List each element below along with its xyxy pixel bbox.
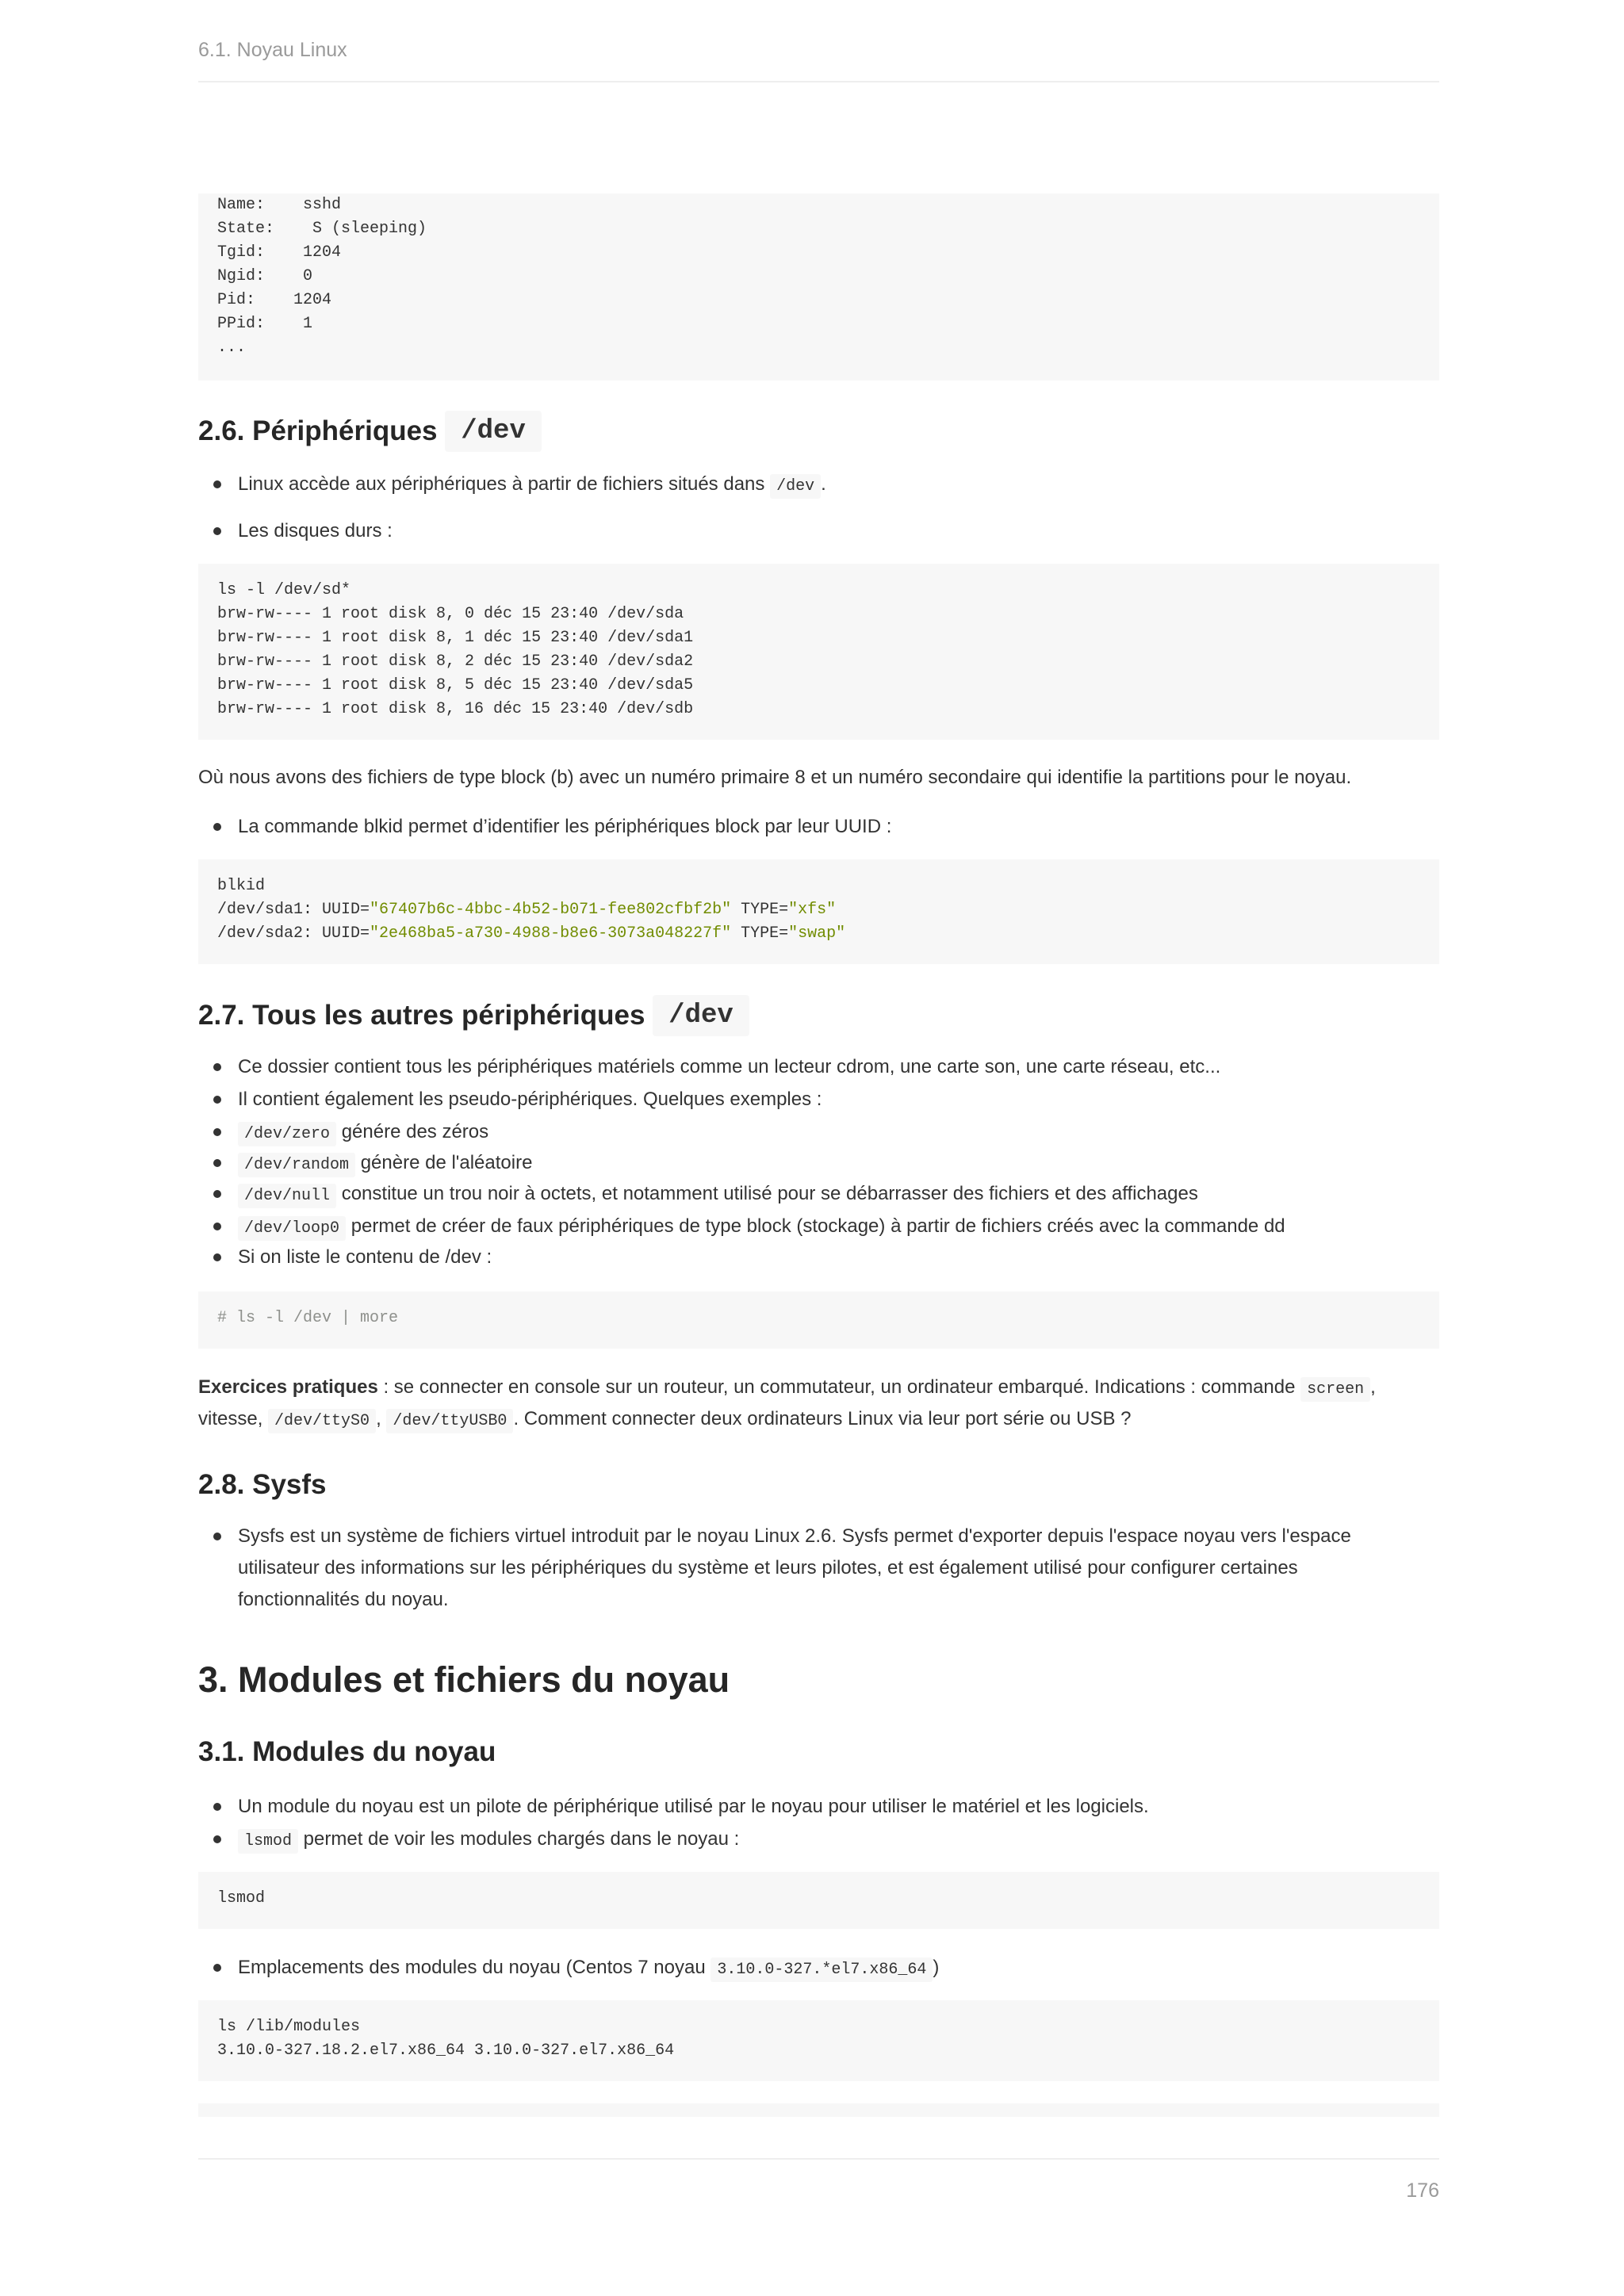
code-line: brw-rw---- 1 root disk 8, 16 déc 15 23:40 /dev/sdb — [217, 700, 694, 718]
bullet-icon — [213, 1223, 221, 1230]
code-comment: # ls -l /dev | more — [217, 1309, 399, 1327]
list-item — [198, 1791, 1439, 1823]
text-run: ) — [933, 1957, 940, 1978]
list-item — [198, 1242, 1439, 1273]
text-run: fonctionnalités du noyau. — [238, 1589, 449, 1610]
text-run: génère de l'aléatoire — [355, 1152, 533, 1173]
text-line — [238, 1147, 1439, 1179]
code-block-blkid — [198, 859, 1439, 964]
inline-code: /dev/loop0 — [238, 1216, 346, 1241]
code-line: lsmod — [217, 1889, 266, 1908]
bullet-icon — [213, 1533, 221, 1540]
inline-code: /dev/null — [238, 1184, 336, 1208]
text-run: Ce dossier contient tous les périphériques matériels comme un lecteur cdrom, une carte son, une carte réseau, etc... — [238, 1056, 1221, 1077]
text-run: Où nous avons des fichiers de type block (b) avec un numéro primaire 8 et un numéro secondaire qui identifie la partitions pour le noyau. — [198, 767, 1352, 788]
text-line — [198, 1372, 1439, 1403]
code-line: Tgid: 1204 — [217, 243, 342, 262]
text-line — [238, 811, 1439, 843]
text-run: : se connecter en console sur un routeur, un commutateur, un ordinateur embarqué. Indications : commande — [377, 1376, 1301, 1398]
text-run: 2.8. Sysfs — [198, 1469, 327, 1500]
code-text: TYPE= — [731, 924, 789, 943]
code-block-lib-modules — [198, 2000, 1439, 2081]
list-item — [198, 1147, 1439, 1179]
code-line: PPid: 1 — [217, 315, 313, 333]
bullet-icon — [213, 1803, 221, 1811]
code-line: ls /lib/modules — [217, 2018, 361, 2036]
text-run: constitue un trou noir à octets, et notamment utilisé pour se débarrasser des fichiers et des affichages — [336, 1183, 1198, 1204]
inline-code: screen — [1300, 1377, 1370, 1402]
bullet-icon — [213, 823, 221, 831]
bullet-icon — [213, 1096, 221, 1104]
text-run: Emplacements des modules du noyau (Centos 7 noyau — [238, 1957, 711, 1978]
list-item — [198, 469, 1439, 500]
text-run: permet de voir les modules chargés dans le noyau : — [298, 1828, 740, 1850]
code-string: "67407b6c-4bbc-4b52-b071-fee802cfbf2b" — [370, 901, 732, 919]
section-heading-2-8 — [198, 1464, 1439, 1506]
page-number: 176 — [1406, 2179, 1439, 2202]
code-block-continued — [198, 2103, 1439, 2117]
text-line — [238, 515, 1439, 547]
text-line — [238, 1051, 1439, 1083]
bullet-icon — [213, 1964, 221, 1972]
text-line — [238, 1791, 1439, 1823]
bullet-icon — [213, 527, 221, 535]
text-run: génére des zéros — [336, 1121, 489, 1142]
header-divider — [198, 81, 1439, 82]
text-line — [238, 1521, 1439, 1552]
bullet-icon — [213, 1128, 221, 1136]
inline-code: /dev — [445, 411, 542, 452]
inline-code: /dev/random — [238, 1153, 355, 1177]
code-block-proc-status — [198, 193, 1439, 381]
text-line — [238, 1211, 1439, 1242]
section-heading-2-7 — [198, 995, 1439, 1036]
inline-code: /dev/ttyUSB0 — [386, 1409, 513, 1433]
paragraph — [198, 762, 1439, 794]
code-line: Pid: 1204 — [217, 291, 332, 309]
text-line — [238, 469, 1439, 500]
section-heading-3-1 — [198, 1732, 1439, 1773]
footer-divider — [198, 2158, 1439, 2160]
text-line — [238, 1952, 1439, 1984]
code-line: brw-rw---- 1 root disk 8, 5 déc 15 23:40 /dev/sda5 — [217, 676, 694, 695]
text-run: Un module du noyau est un pilote de périphérique utilisé par le noyau pour utiliser le matériel et les logiciels. — [238, 1796, 1149, 1817]
code-line — [217, 898, 1420, 922]
text-run: vitesse, — [198, 1408, 269, 1429]
text-run: 2.7. Tous les autres périphériques — [198, 1000, 653, 1031]
text-line — [238, 1084, 1439, 1115]
exercise-paragraph — [198, 1372, 1439, 1435]
text-line — [238, 1584, 1439, 1616]
inline-code: /dev/zero — [238, 1122, 336, 1146]
bullet-icon — [213, 1253, 221, 1261]
code-line: State: S (sleeping) — [217, 220, 427, 238]
text-run: . — [821, 473, 826, 495]
code-line: brw-rw---- 1 root disk 8, 0 déc 15 23:40 /dev/sda — [217, 605, 684, 623]
code-block-ls-dev-sd — [198, 564, 1439, 740]
bullet-icon — [213, 1190, 221, 1198]
inline-code: 3.10.0-327.*el7.x86_64 — [710, 1957, 933, 1982]
code-line: Name: sshd — [217, 196, 342, 214]
text-run: 2.6. Périphériques — [198, 415, 446, 446]
bullet-icon — [213, 1835, 221, 1843]
bullet-icon — [213, 1159, 221, 1167]
text-line — [238, 1823, 1439, 1855]
code-string: "xfs" — [788, 901, 837, 919]
list-item — [198, 1952, 1439, 1984]
code-line: ... — [217, 339, 247, 357]
code-line — [217, 922, 1420, 946]
code-line: Ngid: 0 — [217, 267, 313, 285]
text-line — [198, 1403, 1439, 1435]
code-text: /dev/sda1: UUID= — [217, 901, 370, 919]
code-line: 3.10.0-327.18.2.el7.x86_64 3.10.0-327.el7.x86_64 — [217, 2042, 675, 2060]
list-item — [198, 1521, 1439, 1616]
text-run: Si on liste le contenu de /dev : — [238, 1246, 492, 1268]
running-header-title: 6.1. Noyau Linux — [198, 39, 347, 61]
code-line: blkid — [217, 877, 266, 895]
chapter-heading-3 — [198, 1656, 1439, 1704]
list-item — [198, 1178, 1439, 1210]
code-block-ls-dev-more — [198, 1292, 1439, 1349]
section-heading-2-6 — [198, 411, 1439, 452]
inline-code: lsmod — [238, 1829, 298, 1854]
bullet-icon — [213, 480, 221, 488]
text-line — [238, 1116, 1439, 1148]
text-line — [238, 1552, 1439, 1584]
text-run: La commande blkid permet d’identifier les périphériques block par leur UUID : — [238, 816, 892, 837]
text-run: , — [376, 1408, 387, 1429]
code-line: brw-rw---- 1 root disk 8, 1 déc 15 23:40 /dev/sda1 — [217, 629, 694, 647]
text-run: utilisateur des informations sur les périphériques du système et leurs pilotes, et est également utilisé pour configurer certaines — [238, 1557, 1298, 1578]
list-item — [198, 1084, 1439, 1115]
text-run: Sysfs est un système de fichiers virtuel introduit par le noyau Linux 2.6. Sysfs permet d'exporter depuis l'espace noyau vers l'espace — [238, 1525, 1351, 1547]
code-line — [217, 1307, 1420, 1330]
text-run: , — [1370, 1376, 1376, 1398]
list-item — [198, 1116, 1439, 1148]
inline-code: /dev — [653, 995, 749, 1036]
text-run: 3. Modules et fichiers du noyau — [198, 1659, 730, 1700]
list-item — [198, 1051, 1439, 1083]
inline-code: /dev/ttyS0 — [268, 1409, 376, 1433]
code-line: brw-rw---- 1 root disk 8, 2 déc 15 23:40 /dev/sda2 — [217, 652, 694, 671]
text-run: Linux accède aux périphériques à partir de fichiers situés dans — [238, 473, 771, 495]
text-line — [238, 1178, 1439, 1210]
code-text: TYPE= — [731, 901, 789, 919]
text-run: Il contient également les pseudo-périphériques. Quelques exemples : — [238, 1089, 822, 1110]
list-item — [198, 515, 1439, 547]
bold-text: Exercices pratiques — [198, 1376, 378, 1398]
text-run: . Comment connecter deux ordinateurs Linux via leur port série ou USB ? — [513, 1408, 1132, 1429]
code-string: "2e468ba5-a730-4988-b8e6-3073a048227f" — [370, 924, 732, 943]
code-block-lsmod — [198, 1872, 1439, 1929]
code-string: "swap" — [788, 924, 846, 943]
code-line: ls -l /dev/sd* — [217, 581, 351, 599]
list-item — [198, 1211, 1439, 1242]
text-line — [238, 1242, 1439, 1273]
list-item — [198, 1823, 1439, 1855]
text-run: Les disques durs : — [238, 520, 393, 541]
inline-code: /dev — [770, 474, 821, 499]
list-item — [198, 811, 1439, 843]
text-run: permet de créer de faux périphériques de type block (stockage) à partir de fichiers créés avec la commande dd — [346, 1215, 1285, 1237]
text-run: 3.1. Modules du noyau — [198, 1736, 496, 1767]
bullet-icon — [213, 1063, 221, 1071]
code-text: /dev/sda2: UUID= — [217, 924, 370, 943]
text-line — [198, 762, 1439, 794]
